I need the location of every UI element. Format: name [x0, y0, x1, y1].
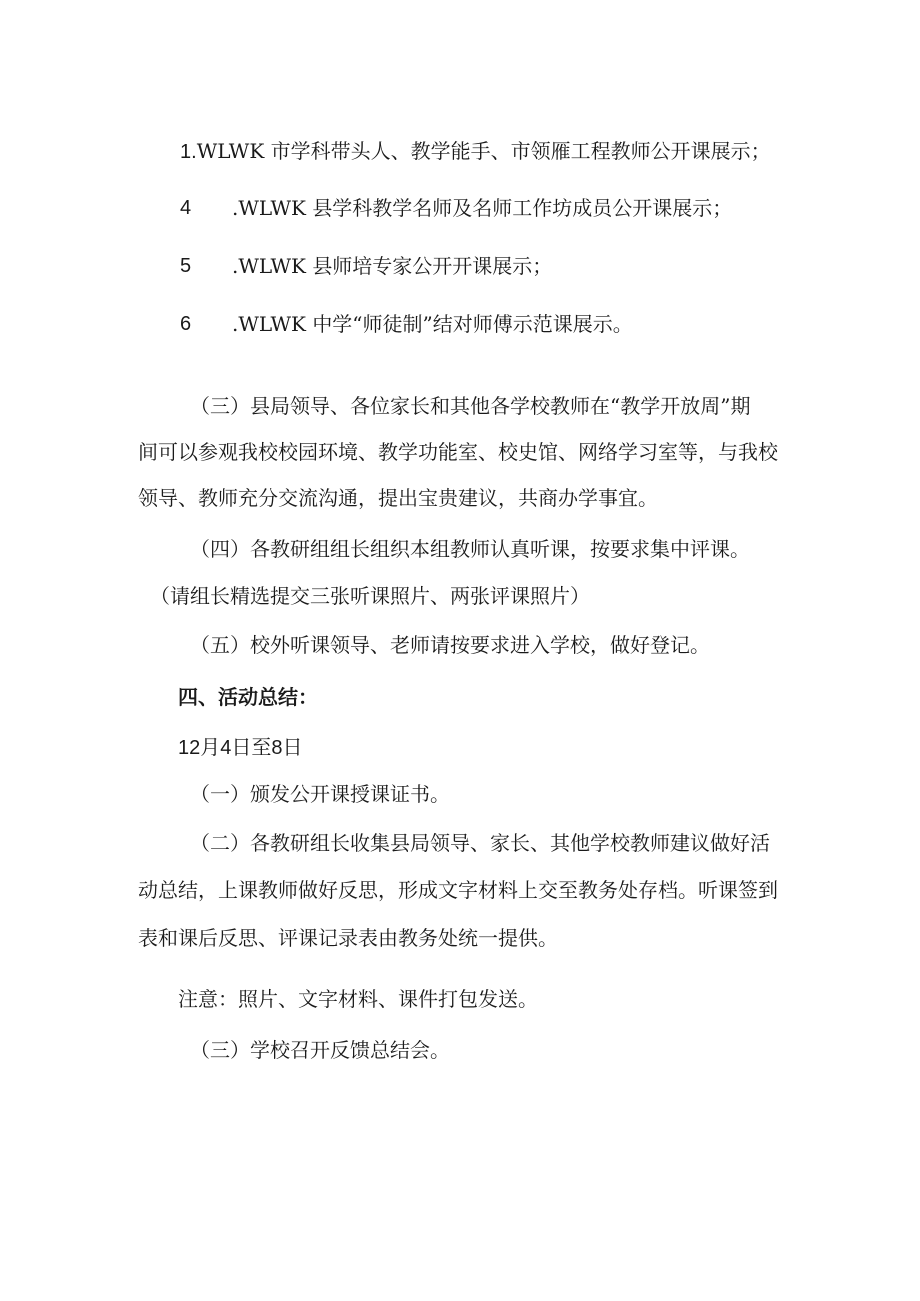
section-heading: 四、活动总结： — [178, 685, 318, 709]
list-item-number: 5 — [180, 255, 192, 277]
list-item-text: .WLWK 中学“师徒制”结对师傅示范课展示。 — [232, 312, 633, 336]
paragraph-three-line-3: 领导、教师充分交流沟通，提出宝贵建议，共商办学事宜。 — [138, 486, 658, 510]
summary-three: （三）学校召开反馈总结会。 — [190, 1038, 450, 1062]
paragraph-three-line-1: （三）县局领导、各位家长和其他各学校教师在“教学开放周”期 — [190, 394, 751, 418]
date-line: 12月4日至8日 — [178, 737, 303, 759]
list-item-number: 1. — [180, 141, 197, 163]
list-item-text: .WLWK 县学科教学名师及名师工作坊成员公开课展示； — [232, 196, 733, 220]
summary-two-line-1: （二）各教研组长收集县局领导、家长、其他学校教师建议做好活 — [190, 831, 770, 855]
summary-two-line-2: 动总结，上课教师做好反思，形成文字材料上交至教务处存档。听课签到 — [138, 878, 778, 902]
list-item-1 — [180, 137, 771, 166]
list-item-text: WLWK 市学科带头人、教学能手、市领雁工程教师公开课展示； — [196, 139, 771, 163]
list-item-number: 6 — [180, 313, 192, 335]
paragraph-four-line-2: （请组长精选提交三张听课照片、两张评课照片） — [150, 584, 590, 608]
list-item-number: 4 — [180, 197, 192, 219]
paragraph-five: （五）校外听课领导、老师请按要求进入学校，做好登记。 — [190, 633, 710, 657]
summary-one: （一）颁发公开课授课证书。 — [190, 782, 450, 806]
paragraph-four-line-1: （四）各教研组组长组织本组教师认真听课，按要求集中评课。 — [190, 537, 750, 561]
note-line: 注意：照片、文字材料、课件打包发送。 — [178, 987, 538, 1011]
paragraph-three-line-2: 间可以参观我校校园环境、教学功能室、校史馆、网络学习室等，与我校 — [138, 440, 778, 464]
summary-two-line-3: 表和课后反思、评课记录表由教务处统一提供。 — [138, 926, 558, 950]
list-item-text: .WLWK 县师培专家公开开课展示； — [232, 254, 553, 278]
